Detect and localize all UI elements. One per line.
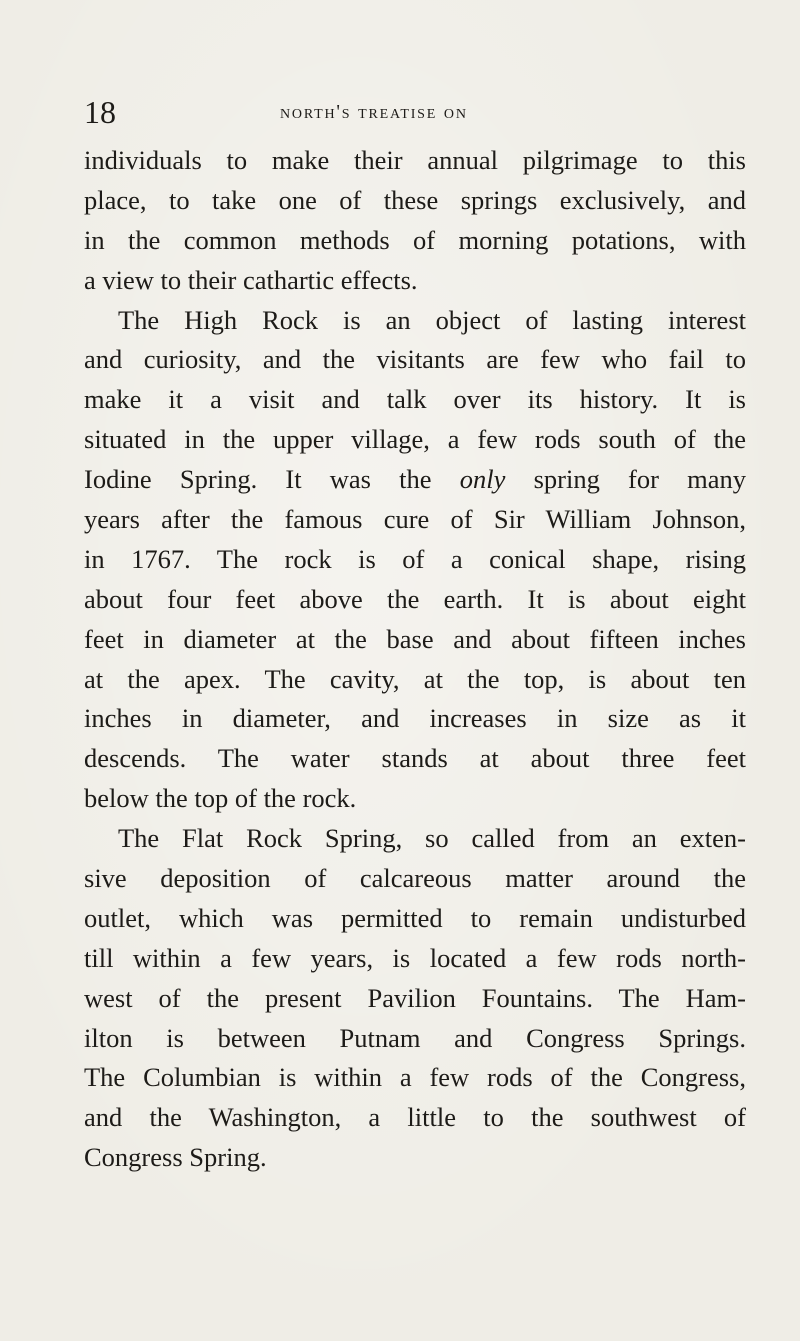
text-line: The Columbian is within a few rods of the Congress, [84, 1062, 746, 1093]
text-line: below the top of the rock. [84, 783, 357, 814]
running-title: north's treatise on [280, 101, 468, 123]
text-line: descends. The water stands at about three feet [84, 743, 746, 774]
text-segment: spring for many [533, 464, 747, 495]
page-number: 18 [84, 94, 116, 130]
text-line: The Flat Rock Spring, so called from an exten- [118, 823, 746, 854]
text-line: and curiosity, and the visitants are few who fail to [84, 344, 746, 375]
text-line: make it a visit and talk over its history. It is [84, 384, 746, 415]
emphasis-only: only [459, 464, 506, 495]
text-line: sive deposition of calcareous matter around the [84, 863, 746, 894]
text-line: in the common methods of morning potations, with [84, 224, 746, 255]
running-head [84, 92, 746, 132]
text-line: place, to take one of these springs exclusively, and [84, 184, 746, 215]
text-line: feet in diameter at the base and about fifteen inches [84, 623, 746, 654]
text-line: Congress Spring. [84, 1142, 267, 1173]
text-line: a view to their cathartic effects. [84, 264, 418, 295]
text-line: inches in diameter, and increases in size as it [84, 703, 746, 734]
text-line: situated in the upper village, a few rods south of the [84, 424, 746, 455]
text-line: about four feet above the earth. It is about eight [84, 583, 746, 614]
text-line: individuals to make their annual pilgrimage to this [84, 145, 746, 175]
text-line: outlet, which was permitted to remain undisturbed [84, 902, 746, 933]
text-line: The High Rock is an object of lasting interest [118, 304, 746, 335]
text-line: till within a few years, is located a few rods north- [84, 942, 746, 973]
text-line: west of the present Pavilion Fountains. The Ham- [84, 982, 746, 1013]
text-line: years after the famous cure of Sir William Johnson, [84, 504, 746, 535]
text-segment: Iodine Spring. It was the [84, 464, 432, 495]
body-text [84, 141, 746, 1178]
text-line: at the apex. The cavity, at the top, is about ten [84, 663, 746, 694]
text-line: and the Washington, a little to the southwest of [84, 1102, 746, 1133]
text-line [84, 460, 746, 500]
text-line: in 1767. The rock is of a conical shape, rising [84, 543, 746, 574]
text-line: ilton is between Putnam and Congress Springs. [84, 1022, 746, 1053]
